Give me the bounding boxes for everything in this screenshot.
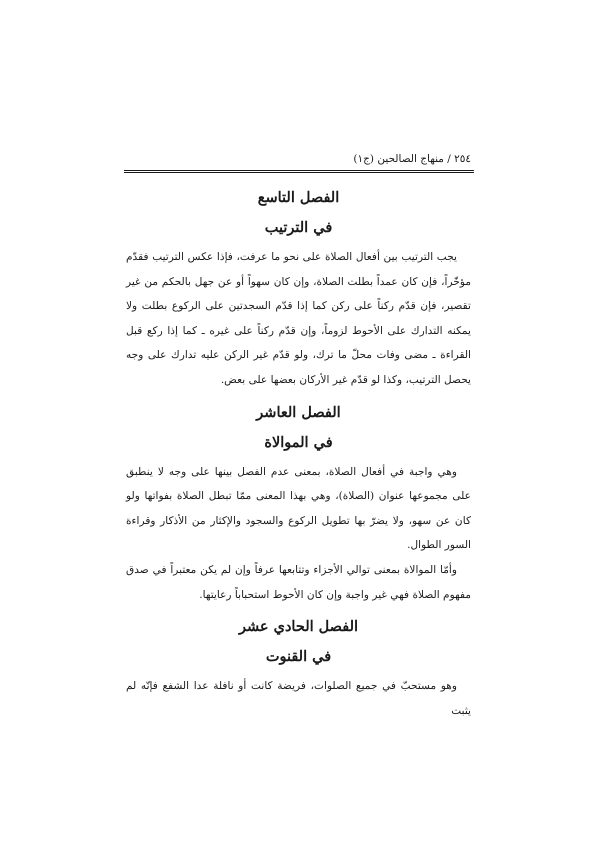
chapter-title-ninth: الفصل التاسع [257,189,340,206]
chapter-subtitle-continuity: في الموالاة [264,433,333,451]
chapter-subtitle-order: في الترتيب [264,219,333,236]
paragraph-order: يجب الترتيب بين أفعال الصلاة على نحو ما عرفت، فإذا عكس الترتيب فقدّم مؤخّراً، فإن كان عمداً بطلت الصلاة، وإن كان سهواً أو عن جهل بالحكم من غير تقصير، فإن قدّم ركناً على ركن كما إذا قدّم السجدتين على الركوع بطلت ولا يمكنه التدارك على الأحوط لزوماً، وإن قدّم ركناً على غيره ـ كما إذا ركع قبل القراءة ـ مضى وفات محلّ ما ترك، ولو قدّم غير الركن عليه تدارك على وجه يحصل الترتيب، وكذا لو قدّم غير الأركان بعضها على بعض. [126,251,471,386]
chapter-title-tenth: الفصل العاشر [256,403,341,421]
paragraph-continuity-1: وهي واجبة في أفعال الصلاة، بمعنى عدم الفصل بينها على وجه لا ينطبق على مجموعها عنوان (الصلاة)، وهي بهذا المعنى ممّا تبطل الصلاة بفواتها ولو كان عن سهو، ولا يضرّ بها تطويل الركوع والسجود والإكثار من الأذكار وقراءة السور الطوال. [126,465,471,552]
paragraph-qunut: وهو مستحبّ في جميع الصلوات، فريضة كانت أو نافلة عدا الشفع فإنّه لم يثبت [126,680,471,717]
page-content [126,188,471,723]
chapter-subtitle-qunut: في القنوت [265,648,332,666]
chapter-title-eleventh: الفصل الحادي عشر [238,618,359,636]
header-double-rule [124,170,474,173]
paragraph-continuity-2: وأمّا الموالاة بمعنى توالي الأجزاء وتتابعها عرفاً وإن لم يكن معتبراً في صدق مفهوم الصلاة فهي غير واجبة وإن كان الأحوط استحباباً رعايتها. [126,563,471,601]
running-head: ٢٥٤ / منهاج الصالحين (ج١) [353,153,471,165]
